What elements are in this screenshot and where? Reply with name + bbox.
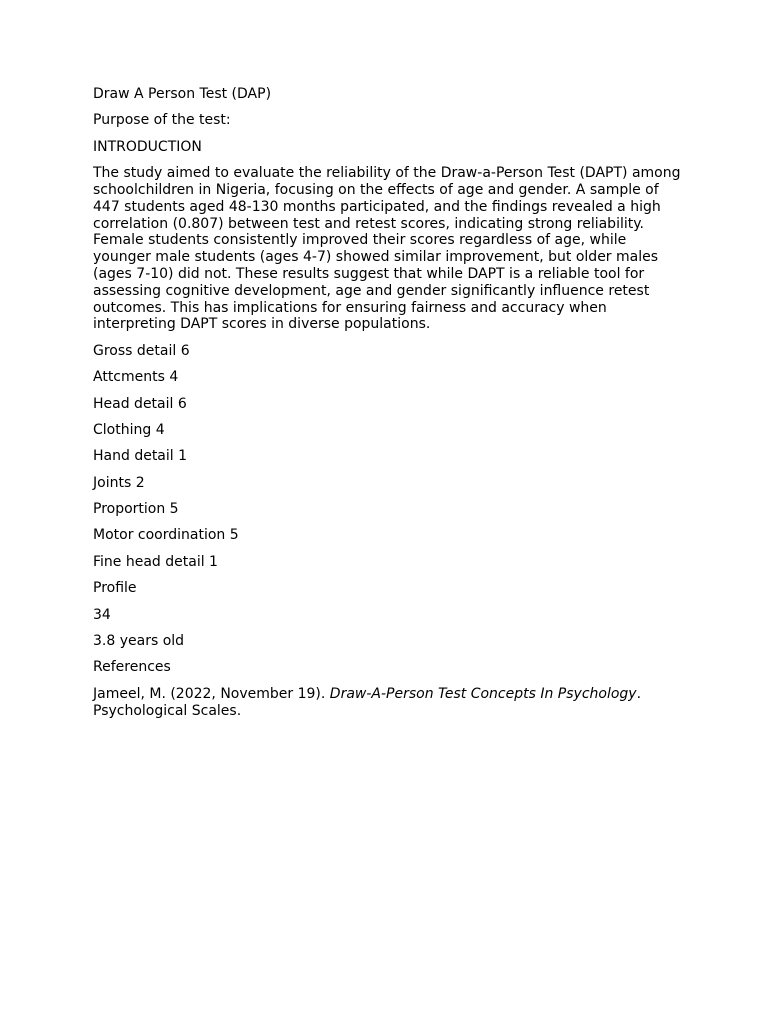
document-page <box>93 86 683 729</box>
score-fine-head-detail: Fine head detail 1 <box>93 553 218 570</box>
score-motor-coordination: Motor coordination 5 <box>93 527 239 544</box>
reference-prefix: Jameel, M. (2022, November 19). <box>93 685 330 702</box>
score-attachments: Attcments 4 <box>93 369 179 386</box>
reference-suffix: . Psychological Scales. <box>93 685 642 719</box>
score-clothing: Clothing 4 <box>93 421 165 438</box>
intro-heading: INTRODUCTION <box>93 138 202 155</box>
age-result: 3.8 years old <box>93 633 185 650</box>
reference-title: Draw-A-Person Test Concepts In Psychology <box>329 685 637 702</box>
references-heading: References <box>93 659 171 676</box>
total-score: 34 <box>93 606 111 623</box>
score-hand-detail: Hand detail 1 <box>93 448 188 465</box>
score-proportion: Proportion 5 <box>93 501 179 518</box>
score-head-detail: Head detail 6 <box>93 395 187 412</box>
reference-entry <box>93 686 683 720</box>
purpose-label: Purpose of the test: <box>93 112 231 129</box>
score-profile: Profile <box>93 580 137 597</box>
intro-paragraph: The study aimed to evaluate the reliability of the Draw-a-Person Test (DAPT) among schoolchildren in Nigeria, focusing on the effects of age and gender. A sample of 447 students aged 48-130 months participated, and the findings revealed a high correlation (0.807) between test and retest scores, indicating strong reliability. Female students consistently improved their scores regardless of age, while younger male students (ages 4-7) showed similar improvement, but older males (ages 7-10) did not. These results suggest that while DAPT is a reliable tool for assessing cognitive development, age and gender significantly influence retest outcomes. This has implications for ensuring fairness and accuracy when interpreting DAPT scores in diverse populations. <box>93 165 681 333</box>
document-title: Draw A Person Test (DAP) <box>93 86 272 102</box>
score-joints: Joints 2 <box>93 474 145 491</box>
score-gross-detail: Gross detail 6 <box>93 342 190 359</box>
